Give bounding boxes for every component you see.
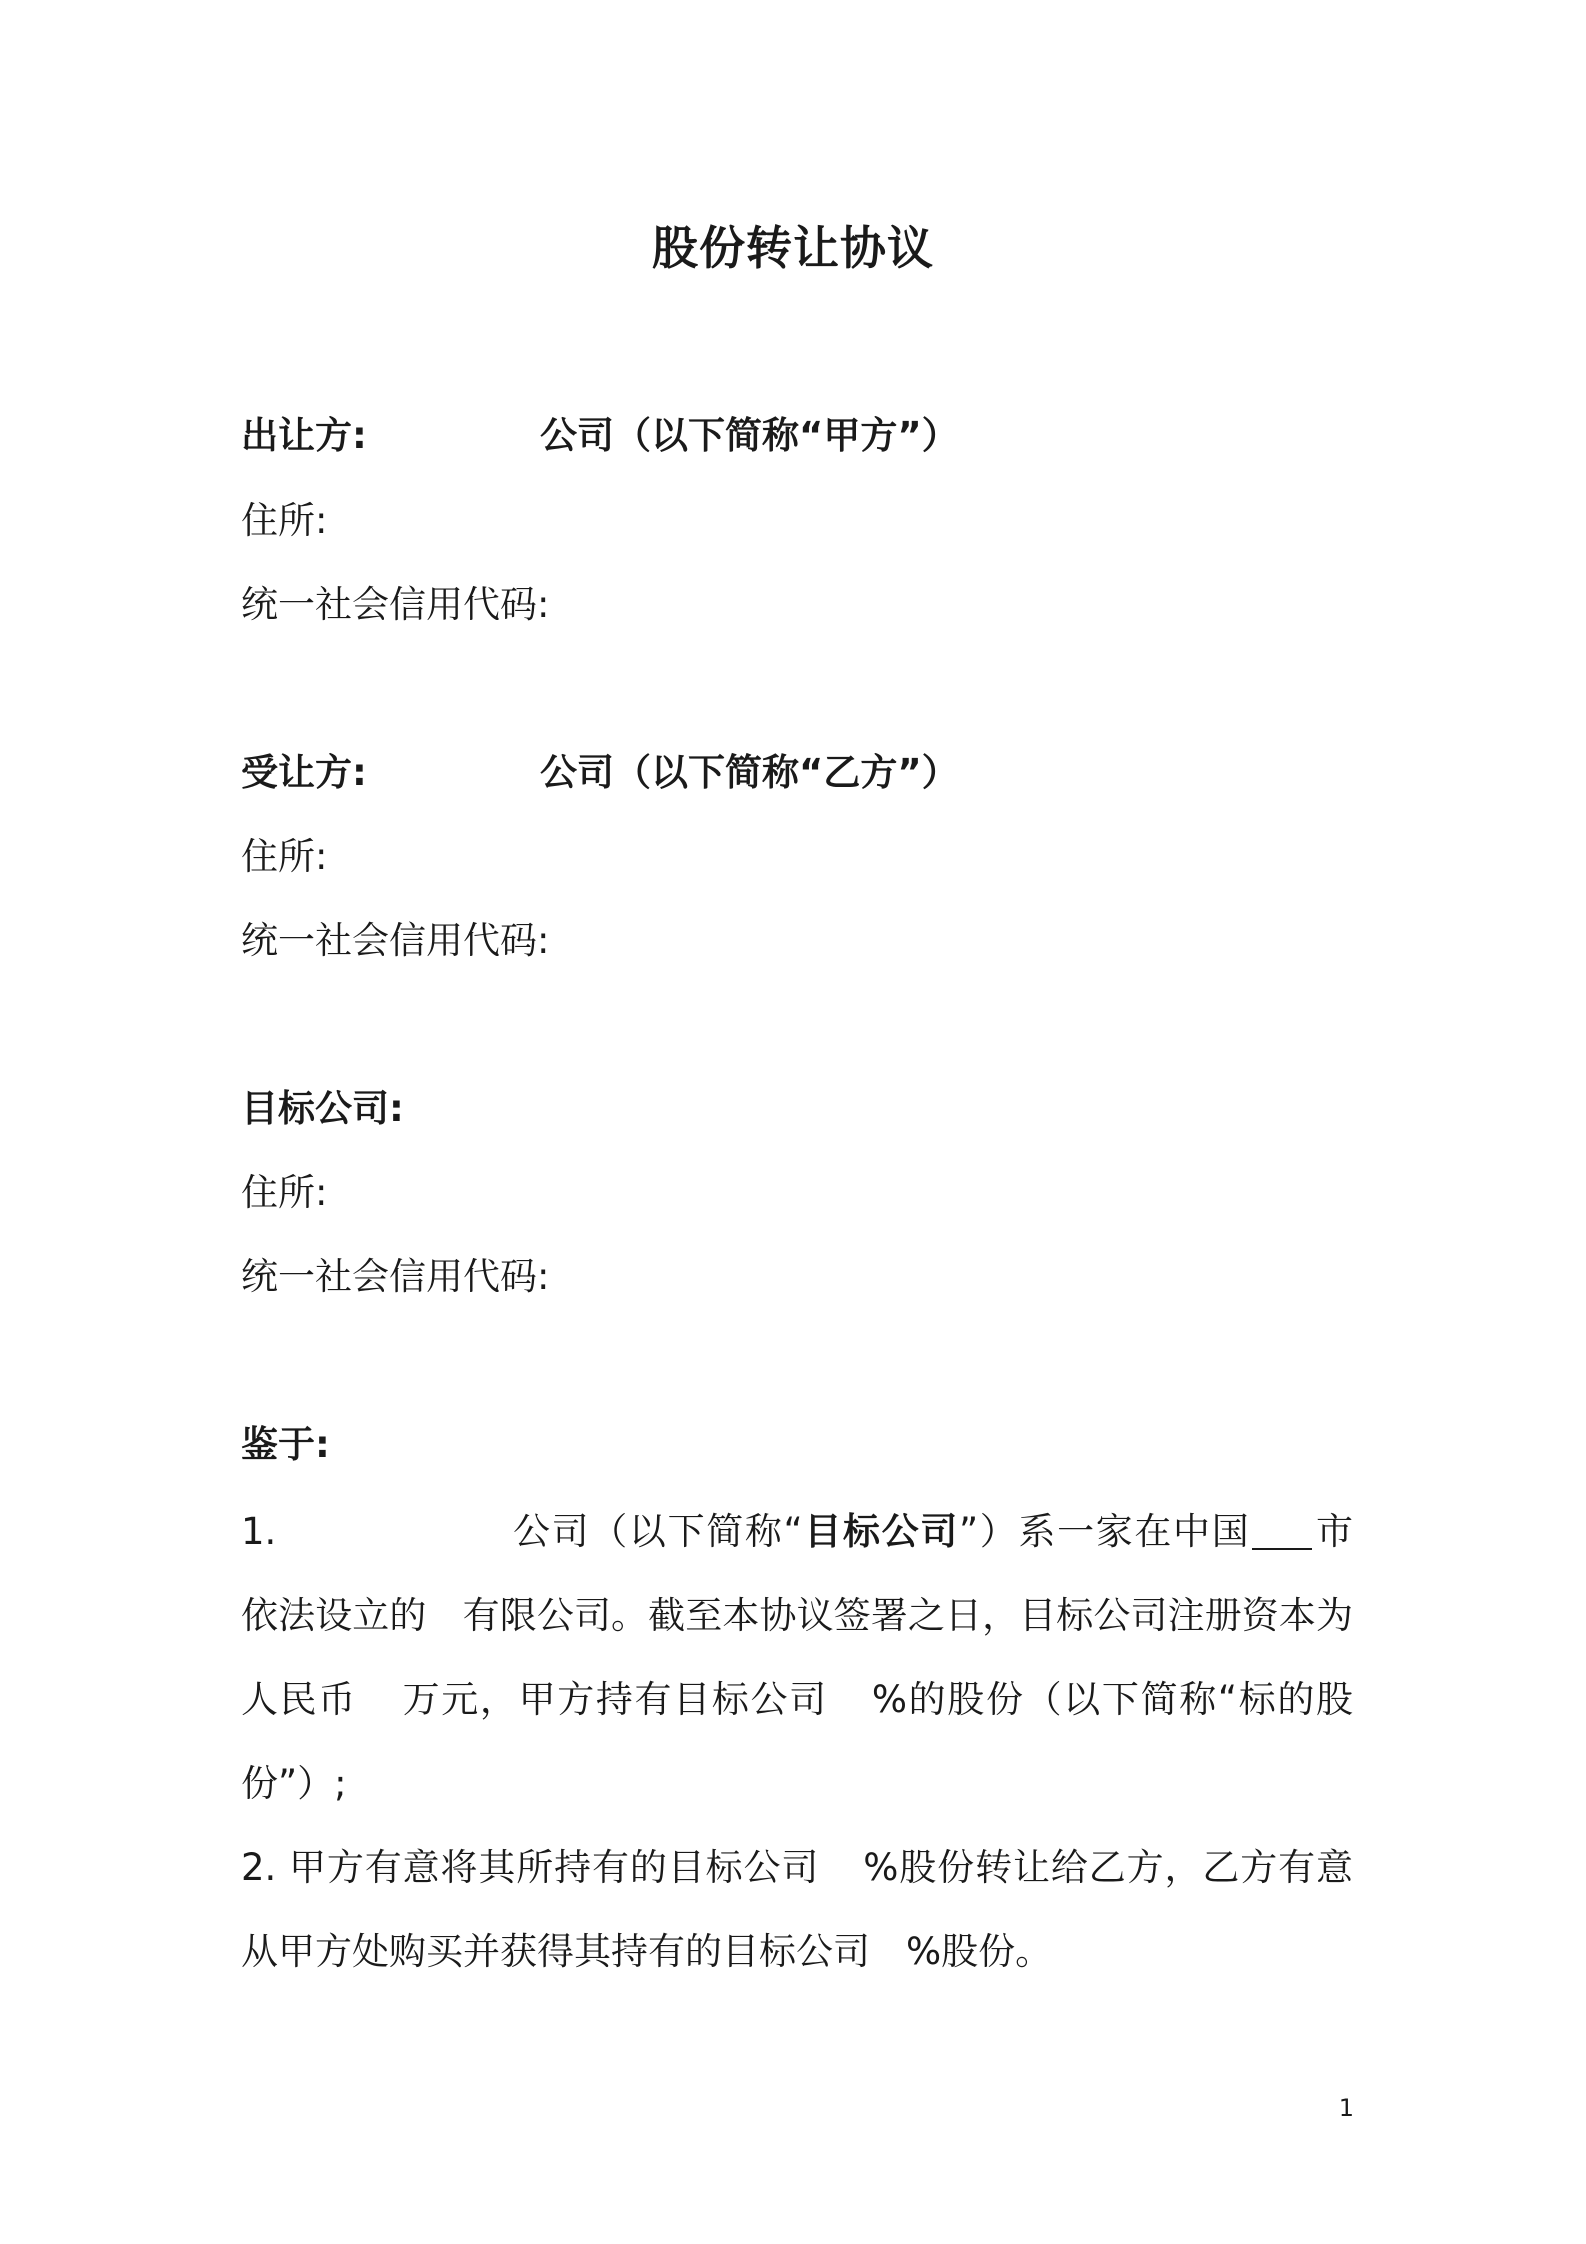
page-number: 1: [1338, 2094, 1354, 2122]
page-title: 股份转让协议: [652, 221, 934, 275]
target-company-term: 目标公司: [802, 1510, 959, 1553]
target-label: 目标公司:: [241, 1087, 404, 1130]
transferor-credit-code-label: 统一社会信用代码:: [241, 583, 550, 626]
transferee-credit-code-label: 统一社会信用代码:: [241, 919, 550, 962]
transferee-address-label: 住所:: [241, 835, 328, 878]
whereas-clause-1: 1. 公司（以下简称“目标公司”）系一家在中国 市依法设立的 有限公司。截至本协议签署之日，目标公司注册资本为人民币 万元，甲方持有目标公司 %的股份（以下简称“标的股份”）;: [241, 1510, 1354, 1805]
whereas-clause-2: 2. 甲方有意将其所持有的目标公司 %股份转让给乙方，乙方有意从甲方处购买并获得其持有的目标公司 %股份。: [241, 1846, 1353, 1973]
transferee-name: 公司（以下简称“乙方”）: [540, 751, 959, 794]
whereas-label: 鉴于:: [241, 1423, 330, 1466]
transferor-name: 公司（以下简称“甲方”）: [540, 414, 959, 457]
transferee-label: 受让方:: [241, 751, 367, 794]
transferor-address-label: 住所:: [241, 499, 328, 542]
clause-1-number: 1.: [241, 1510, 277, 1553]
transferor-label: 出让方:: [241, 414, 367, 457]
target-address-label: 住所:: [241, 1171, 328, 1214]
city-blank: [1252, 1514, 1312, 1550]
target-credit-code-label: 统一社会信用代码:: [241, 1255, 550, 1298]
